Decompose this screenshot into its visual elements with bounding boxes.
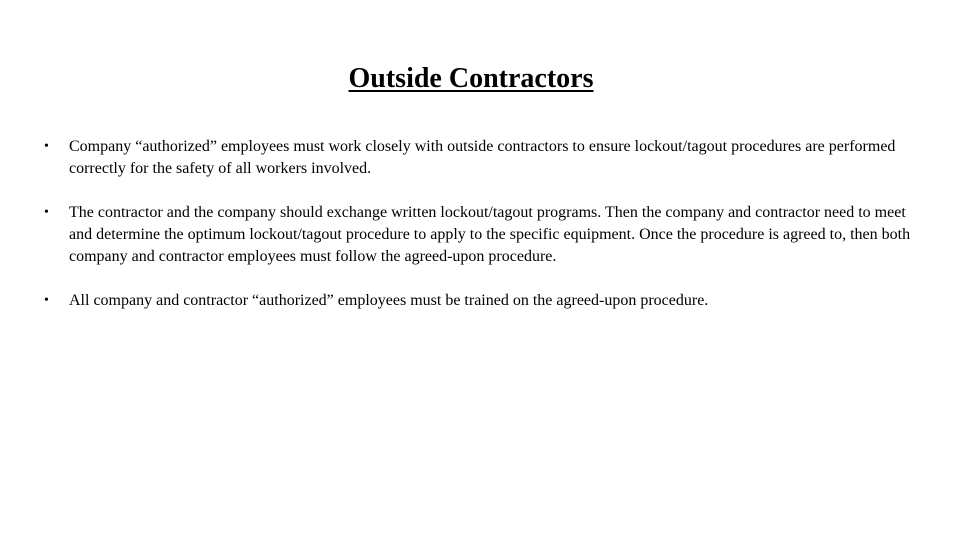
bullet-list <box>44 136 914 334</box>
bullet-icon: • <box>44 205 49 220</box>
bullet-text: The contractor and the company should exchange written lockout/tagout programs. Then the company and contractor need to meet and determine the optimum lockout/tagout procedure to apply to the specific equipment. Once the procedure is agreed to, then both company and contractor employees must follow the agreed-upon procedure. <box>69 204 911 265</box>
bullet-icon: • <box>44 139 49 154</box>
slide-title: Outside Contractors <box>348 63 594 94</box>
bullet-icon: • <box>44 293 49 308</box>
bullet-text: Company “authorized” employees must work closely with outside contractors to ensure lockout/tagout procedures are performed correctly for the safety of all workers involved. <box>69 138 896 177</box>
bullet-item <box>44 136 914 180</box>
bullet-item <box>44 290 914 312</box>
bullet-item <box>44 202 914 268</box>
bullet-text: All company and contractor “authorized” employees must be trained on the agreed-upon procedure. <box>69 292 709 309</box>
